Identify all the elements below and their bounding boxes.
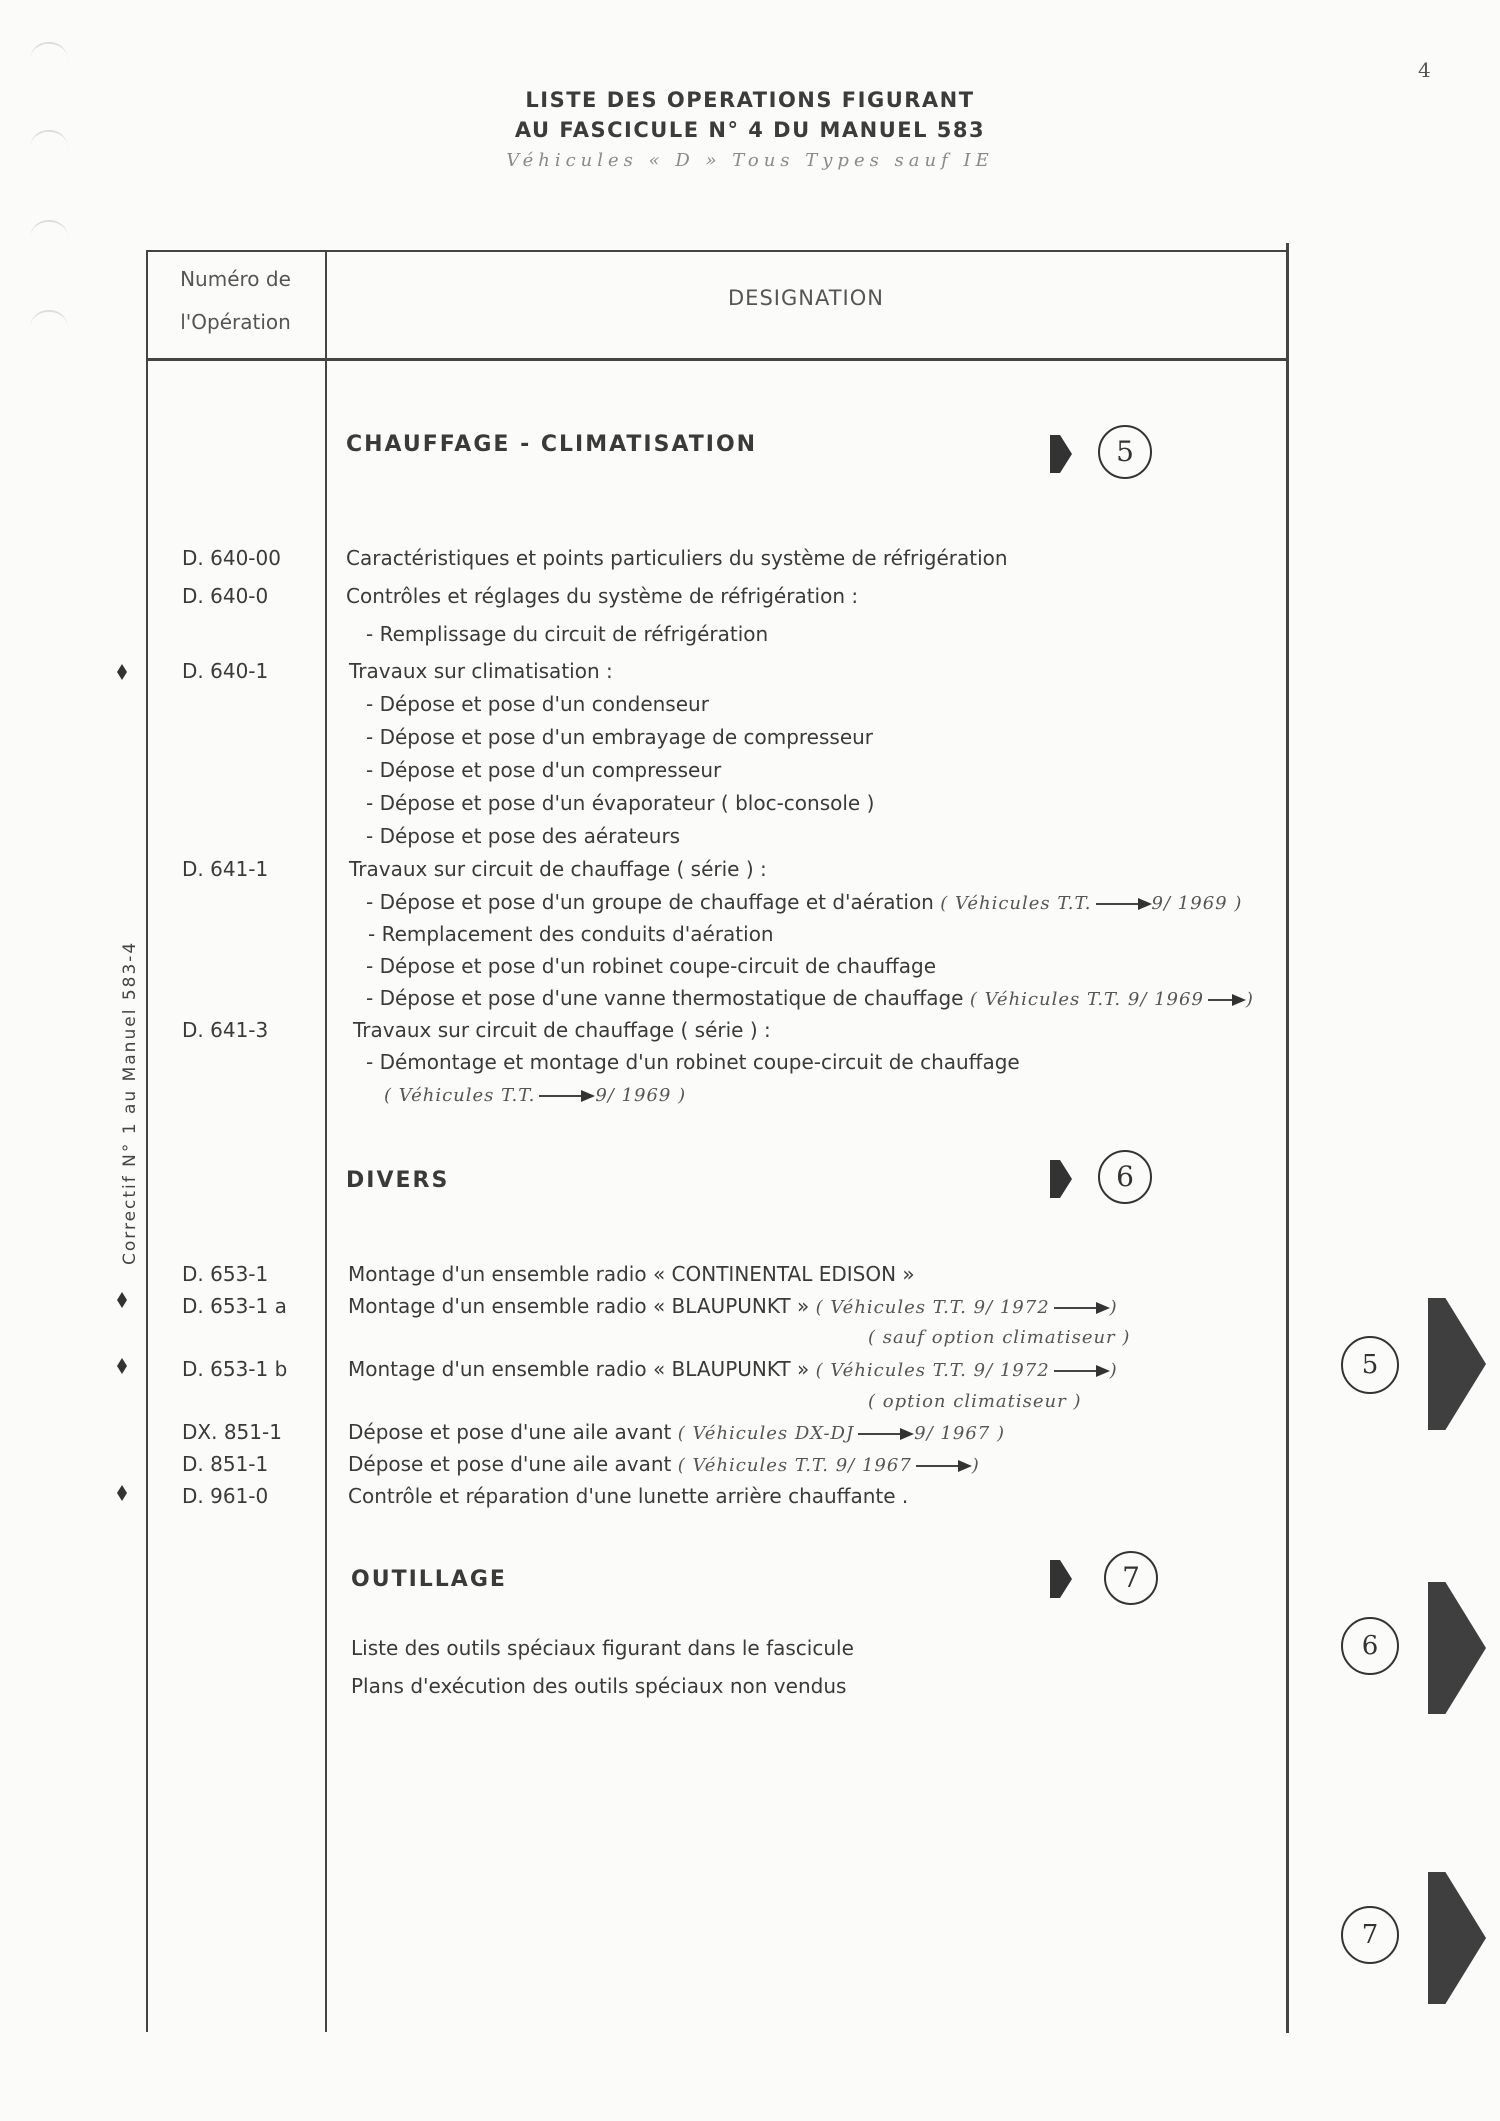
- tab-arrow-icon[interactable]: [1428, 1298, 1486, 1430]
- designation-row: [348, 1420, 1005, 1444]
- arrow-right-icon: [1054, 1370, 1106, 1372]
- designation-row: Plans d'exécution des outils spéciaux non vendus: [351, 1674, 847, 1698]
- arrow-right-icon: [1208, 999, 1242, 1001]
- designation-note: ( Véhicules T.T.: [940, 893, 1092, 914]
- designation-text: - Dépose et pose d'un groupe de chauffage et d'aération: [366, 890, 934, 914]
- operation-code: D. 653-1 a: [182, 1294, 287, 1318]
- revision-diamond-icon: [117, 1358, 127, 1374]
- designation-note: ( option climatiseur ): [868, 1391, 1082, 1412]
- operation-code: D. 641-1: [182, 857, 269, 881]
- tab-arrow-icon[interactable]: [1428, 1872, 1486, 2004]
- designation-row: - Remplacement des conduits d'aération: [368, 922, 774, 946]
- designation-row: Travaux sur circuit de chauffage ( série ) :: [349, 857, 767, 881]
- designation-note-end: ): [1245, 989, 1254, 1010]
- designation-row: [348, 1452, 980, 1476]
- column-header-designation: DESIGNATION: [728, 286, 884, 310]
- designation-row: - Dépose et pose d'un robinet coupe-circuit de chauffage: [366, 954, 937, 978]
- designation-note: ( sauf option climatiseur ): [868, 1327, 1131, 1348]
- designation-row: Travaux sur climatisation :: [349, 659, 613, 683]
- designation-row: - Dépose et pose d'un évaporateur ( bloc-console ): [366, 791, 875, 815]
- designation-row: - Dépose et pose d'un condenseur: [366, 692, 709, 716]
- designation-note: ( Véhicules T.T. 9/ 1972: [815, 1297, 1050, 1318]
- designation-row: Montage d'un ensemble radio « CONTINENTAL EDISON »: [348, 1262, 915, 1286]
- operation-code: D. 653-1: [182, 1262, 269, 1286]
- page-subtitle: Véhicules « D » Tous Types sauf IE: [506, 150, 994, 171]
- designation-row: Liste des outils spéciaux figurant dans le fascicule: [351, 1636, 854, 1660]
- operation-code: D. 851-1: [182, 1452, 269, 1476]
- column-header-number: [148, 258, 323, 344]
- designation-text: Dépose et pose d'une aile avant: [348, 1452, 672, 1476]
- operation-code: D. 640-1: [182, 659, 269, 683]
- section-arrow-icon: [1050, 431, 1072, 477]
- designation-text: Dépose et pose d'une aile avant: [348, 1420, 672, 1444]
- arrow-right-icon: [1054, 1307, 1106, 1309]
- designation-row: Contrôles et réglages du système de réfrigération :: [346, 584, 859, 608]
- page-number: 4: [1418, 58, 1431, 82]
- arrow-right-icon: [858, 1433, 910, 1435]
- designation-row: [868, 1388, 1081, 1412]
- page-title-line1: LISTE DES OPERATIONS FIGURANT: [525, 88, 975, 112]
- designation-note-end: 9/ 1969 ): [1151, 893, 1243, 914]
- designation-note-end: 9/ 1967 ): [914, 1423, 1005, 1444]
- designation-note-end: ): [1109, 1360, 1118, 1381]
- designation-row: [348, 1294, 1118, 1318]
- operation-code: DX. 851-1: [182, 1420, 282, 1444]
- designation-text: - Dépose et pose d'une vanne thermostatique de chauffage: [366, 986, 964, 1010]
- section-title-outillage: OUTILLAGE: [351, 1567, 507, 1592]
- revision-diamond-icon: [117, 664, 127, 680]
- designation-row: Travaux sur circuit de chauffage ( série ) :: [353, 1018, 771, 1042]
- margin-mark: [30, 220, 68, 244]
- column-header-number-line2: l'Opération: [180, 310, 291, 334]
- tab-arrow-icon[interactable]: [1428, 1582, 1486, 1714]
- section-number-badge: 5: [1098, 425, 1152, 479]
- designation-row: - Dépose et pose d'un compresseur: [366, 758, 722, 782]
- designation-note: ( Véhicules T.T. 9/ 1967: [677, 1455, 912, 1476]
- designation-row: [384, 1082, 686, 1106]
- operation-code: D. 640-00: [182, 546, 281, 570]
- column-header-number-line1: Numéro de: [180, 267, 291, 291]
- arrow-right-icon: [916, 1465, 968, 1467]
- designation-row: [348, 1357, 1118, 1381]
- designation-row: [366, 890, 1242, 914]
- table-header-border: [146, 358, 1288, 361]
- designation-note-end: ): [1109, 1297, 1118, 1318]
- operation-code: D. 961-0: [182, 1484, 269, 1508]
- designation-row: - Dépose et pose d'un embrayage de compresseur: [366, 725, 874, 749]
- designation-row: - Remplissage du circuit de réfrigération: [366, 622, 769, 646]
- designation-row: [366, 986, 1254, 1010]
- operation-code: D. 640-0: [182, 584, 269, 608]
- section-title-divers: DIVERS: [346, 1168, 450, 1193]
- revision-diamond-icon: [117, 1485, 127, 1501]
- designation-note: ( Véhicules DX-DJ: [677, 1423, 855, 1444]
- designation-text: Montage d'un ensemble radio « BLAUPUNKT »: [348, 1357, 810, 1381]
- operation-code: D. 641-3: [182, 1018, 269, 1042]
- side-note: Correctif N° 1 au Manuel 583-4: [120, 940, 140, 1265]
- designation-note: ( Véhicules T.T.: [384, 1085, 536, 1106]
- arrow-right-icon: [539, 1095, 591, 1097]
- designation-row: - Dépose et pose des aérateurs: [366, 824, 681, 848]
- designation-note-end: ): [971, 1455, 980, 1476]
- table-left-border: [146, 250, 148, 2032]
- section-number-badge: 6: [1098, 1150, 1152, 1204]
- designation-row: Caractéristiques et points particuliers du système de réfrigération: [346, 546, 1008, 570]
- table-right-border: [1286, 243, 1289, 2033]
- section-tab-7[interactable]: 7: [1341, 1906, 1399, 1964]
- table-column-divider: [325, 250, 327, 2032]
- section-tab-6[interactable]: 6: [1341, 1617, 1399, 1675]
- table-top-border: [146, 250, 1288, 252]
- section-tab-5[interactable]: 5: [1341, 1336, 1399, 1394]
- section-title-chauffage: CHAUFFAGE - CLIMATISATION: [346, 432, 758, 457]
- designation-row: - Démontage et montage d'un robinet coupe-circuit de chauffage: [366, 1050, 1020, 1074]
- designation-note: ( Véhicules T.T. 9/ 1972: [815, 1360, 1050, 1381]
- page-title-line2: AU FASCICULE N° 4 DU MANUEL 583: [514, 118, 986, 142]
- arrow-right-icon: [1096, 903, 1148, 905]
- designation-row: Contrôle et réparation d'une lunette arrière chauffante .: [348, 1484, 909, 1508]
- section-arrow-icon: [1050, 1156, 1072, 1202]
- margin-mark: [30, 42, 68, 66]
- section-arrow-icon: [1050, 1556, 1072, 1602]
- designation-text: Montage d'un ensemble radio « BLAUPUNKT »: [348, 1294, 810, 1318]
- operation-code: D. 653-1 b: [182, 1357, 288, 1381]
- margin-mark: [30, 310, 68, 334]
- designation-row: [868, 1324, 1130, 1348]
- revision-diamond-icon: [117, 1292, 127, 1308]
- section-number-badge: 7: [1104, 1551, 1158, 1605]
- designation-note-end: 9/ 1969 ): [595, 1085, 687, 1106]
- designation-note: ( Véhicules T.T. 9/ 1969: [969, 989, 1204, 1010]
